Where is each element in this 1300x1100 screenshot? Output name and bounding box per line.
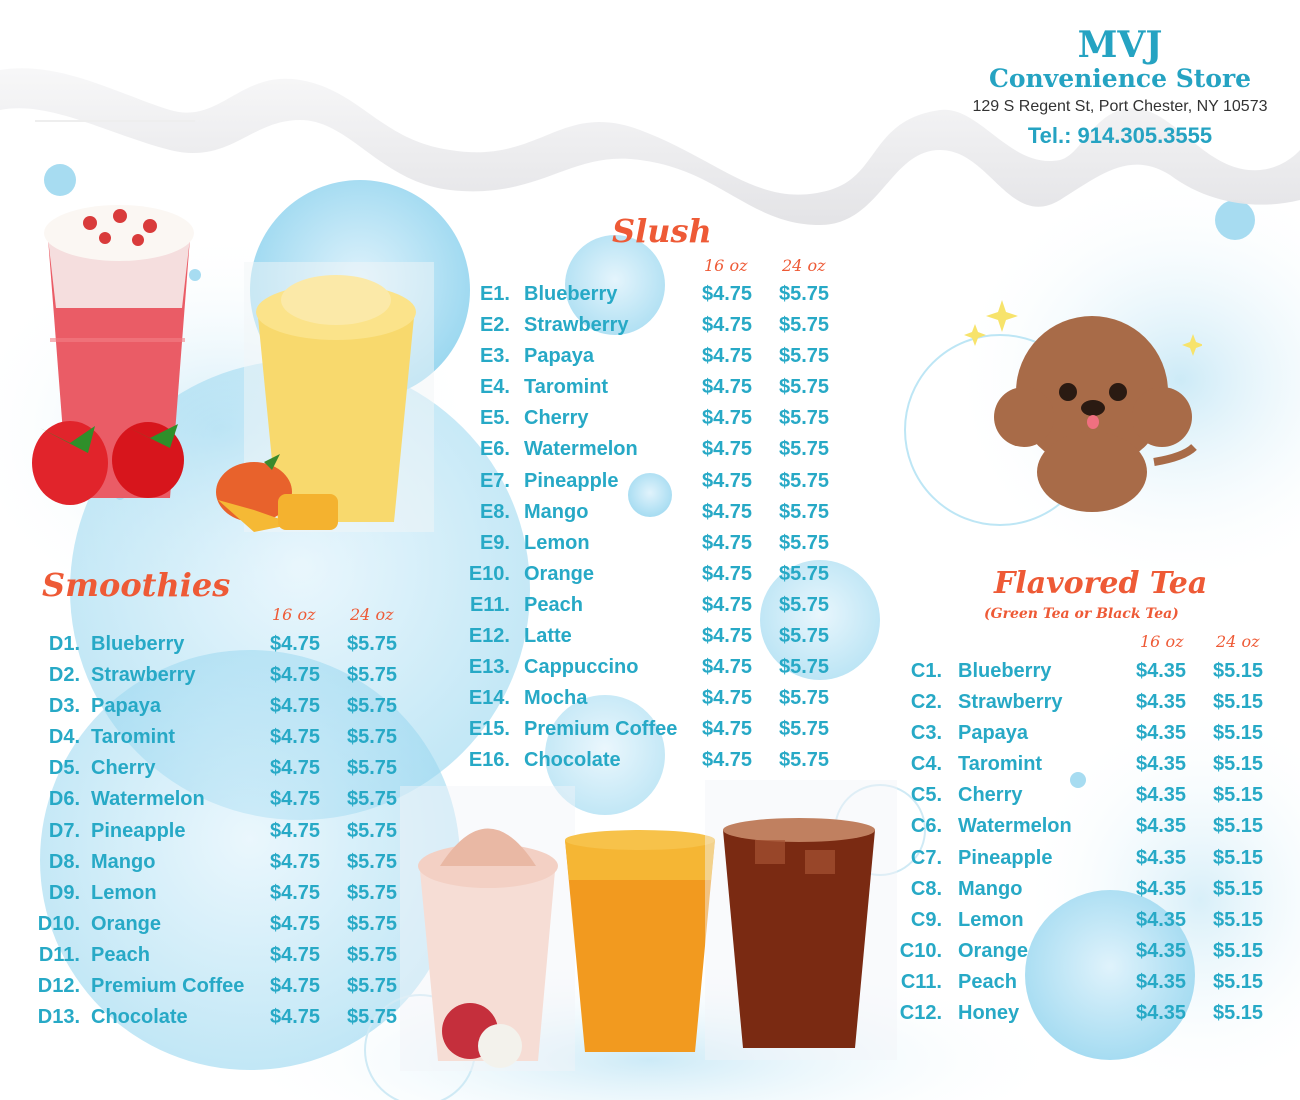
- item-price-16oz: $4.75: [270, 850, 321, 873]
- smoothies-size-24: 24 oz: [350, 605, 394, 624]
- item-code: C1.: [910, 660, 942, 682]
- item-price-16oz: $4.75: [270, 664, 321, 687]
- item-price-16oz: $4.35: [1136, 660, 1187, 682]
- item-code: D4.: [48, 726, 80, 749]
- item-price-16oz: $4.75: [702, 718, 753, 741]
- item-name: Cherry: [524, 407, 589, 430]
- item-name: Strawberry: [958, 691, 1063, 714]
- item-price-16oz: $4.75: [702, 593, 753, 616]
- menu-item[interactable]: [874, 811, 1274, 842]
- item-code: E13.: [468, 656, 510, 679]
- item-code: E8.: [479, 500, 510, 523]
- item-price-24oz: $5.75: [779, 749, 830, 772]
- item-code: D6.: [48, 788, 80, 811]
- store-brand: MVJ: [1077, 24, 1163, 66]
- menu-item[interactable]: [10, 784, 410, 815]
- item-price-16oz: $4.75: [702, 531, 753, 554]
- item-price-24oz: $5.75: [779, 438, 830, 461]
- item-code: C5.: [910, 784, 942, 807]
- item-code: E6.: [479, 438, 510, 461]
- item-price-16oz: $4.75: [702, 314, 753, 337]
- item-name: Honey: [958, 1002, 1020, 1025]
- item-name: Pineapple: [524, 469, 619, 492]
- item-code: D5.: [48, 757, 80, 780]
- menu-item[interactable]: [440, 341, 840, 372]
- item-price-24oz: $5.75: [779, 562, 830, 585]
- item-price-16oz: $4.75: [702, 562, 753, 585]
- item-price-16oz: $4.75: [270, 757, 321, 780]
- item-name: Lemon: [958, 908, 1024, 931]
- item-name: Orange: [524, 562, 595, 585]
- item-name: Watermelon: [91, 788, 205, 811]
- item-code: D7.: [48, 819, 80, 842]
- item-name: Orange: [958, 939, 1029, 962]
- item-price-24oz: $5.15: [1213, 815, 1264, 838]
- item-code: C8.: [910, 877, 942, 900]
- store-phone[interactable]: Tel.: 914.305.3555: [1027, 123, 1213, 148]
- item-name: Peach: [524, 593, 583, 616]
- poodle-mascot-icon: [962, 292, 1202, 518]
- item-price-16oz: $4.35: [1136, 877, 1187, 900]
- item-price-24oz: $5.75: [347, 788, 398, 811]
- item-name: Peach: [91, 943, 150, 966]
- item-name: Orange: [91, 912, 162, 935]
- item-price-24oz: $5.15: [1213, 877, 1264, 900]
- item-price-24oz: $5.75: [347, 912, 398, 935]
- menu-item[interactable]: [874, 749, 1274, 780]
- item-name: Papaya: [91, 695, 162, 718]
- menu-item[interactable]: [440, 745, 840, 776]
- item-price-24oz: $5.75: [347, 850, 398, 873]
- menu-item[interactable]: [440, 621, 840, 652]
- menu-item[interactable]: [10, 816, 410, 847]
- smoothies-size-16: 16 oz: [272, 605, 316, 624]
- item-price-24oz: $5.15: [1213, 691, 1264, 714]
- menu-item[interactable]: [874, 843, 1274, 874]
- menu-item[interactable]: [440, 372, 840, 403]
- item-name: Chocolate: [524, 749, 621, 772]
- item-price-24oz: $5.75: [347, 881, 398, 904]
- item-code: D1.: [48, 633, 80, 655]
- menu-item[interactable]: [874, 967, 1274, 998]
- item-price-16oz: $4.75: [270, 975, 321, 998]
- item-name: Lemon: [91, 881, 157, 904]
- menu-item[interactable]: [874, 905, 1274, 936]
- item-price-24oz: $5.75: [779, 718, 830, 741]
- item-price-24oz: $5.75: [347, 1006, 398, 1029]
- item-price-24oz: $5.75: [347, 819, 398, 842]
- item-code: C10.: [899, 939, 942, 962]
- item-price-24oz: $5.75: [779, 469, 830, 492]
- menu-item[interactable]: [10, 691, 410, 722]
- item-code: E2.: [479, 314, 510, 337]
- item-name: Blueberry: [91, 633, 185, 655]
- item-code: D11.: [38, 943, 80, 966]
- item-price-24oz: $5.15: [1213, 722, 1264, 745]
- item-price-24oz: $5.15: [1213, 1002, 1264, 1025]
- store-address: 129 S Regent St, Port Chester, NY 10573: [972, 98, 1268, 115]
- item-price-24oz: $5.75: [347, 726, 398, 749]
- item-price-16oz: $4.75: [702, 469, 753, 492]
- item-code: C9.: [910, 908, 942, 931]
- item-price-16oz: $4.35: [1136, 970, 1187, 993]
- item-price-24oz: $5.75: [779, 656, 830, 679]
- item-code: E11.: [469, 593, 510, 616]
- item-price-24oz: $5.75: [779, 500, 830, 523]
- menu-item[interactable]: [440, 714, 840, 745]
- smoothies-title: Smoothies: [42, 566, 231, 604]
- tea-size-16: 16 oz: [1140, 632, 1184, 651]
- item-code: C6.: [910, 815, 942, 838]
- item-code: C3.: [910, 722, 942, 745]
- slush-menu: [440, 279, 840, 777]
- menu-item[interactable]: [874, 718, 1274, 749]
- item-name: Premium Coffee: [91, 975, 245, 998]
- item-name: Strawberry: [524, 314, 629, 337]
- menu-item[interactable]: [10, 660, 410, 691]
- menu-item[interactable]: [874, 656, 1274, 687]
- item-name: Chocolate: [91, 1006, 188, 1029]
- item-price-16oz: $4.35: [1136, 846, 1187, 869]
- item-name: Mango: [91, 850, 156, 873]
- item-price-24oz: $5.75: [779, 593, 830, 616]
- item-code: E5.: [479, 407, 510, 430]
- item-name: Taromint: [958, 753, 1043, 776]
- tea-size-24: 24 oz: [1216, 632, 1260, 651]
- menu-item[interactable]: [440, 279, 840, 310]
- item-price-24oz: $5.15: [1213, 939, 1264, 962]
- item-name: Peach: [958, 970, 1017, 993]
- item-price-16oz: $4.75: [702, 625, 753, 648]
- item-price-24oz: $5.75: [347, 975, 398, 998]
- item-name: Papaya: [524, 345, 595, 368]
- strawberry-smoothie-icon: [30, 198, 220, 516]
- menu-item[interactable]: [10, 940, 410, 971]
- slush-size-16: 16 oz: [704, 256, 748, 275]
- item-name: Blueberry: [958, 660, 1052, 682]
- menu-item[interactable]: [10, 1002, 410, 1033]
- menu-item[interactable]: [440, 497, 840, 528]
- item-code: E12.: [468, 625, 510, 648]
- menu-item[interactable]: [874, 998, 1274, 1029]
- item-name: Mocha: [524, 687, 588, 710]
- menu-item[interactable]: [10, 878, 410, 909]
- menu-item[interactable]: [440, 434, 840, 465]
- item-price-16oz: $4.75: [270, 912, 321, 935]
- item-price-24oz: $5.75: [347, 943, 398, 966]
- item-price-16oz: $4.75: [270, 819, 321, 842]
- store-header: [970, 26, 1270, 152]
- item-price-24oz: $5.75: [347, 695, 398, 718]
- item-price-24oz: $5.15: [1213, 970, 1264, 993]
- menu-item[interactable]: [440, 559, 840, 590]
- item-price-16oz: $4.75: [270, 788, 321, 811]
- item-name: Premium Coffee: [524, 718, 678, 741]
- item-price-16oz: $4.35: [1136, 939, 1187, 962]
- item-price-16oz: $4.75: [702, 687, 753, 710]
- menu-item[interactable]: [10, 722, 410, 753]
- item-price-24oz: $5.75: [779, 314, 830, 337]
- item-name: Pineapple: [958, 846, 1053, 869]
- item-price-16oz: $4.75: [702, 283, 753, 305]
- menu-item[interactable]: [10, 971, 410, 1002]
- iced-black-tea-icon: [705, 780, 897, 1060]
- item-price-16oz: $4.75: [702, 749, 753, 772]
- item-name: Mango: [524, 500, 589, 523]
- menu-item[interactable]: [440, 528, 840, 559]
- item-price-16oz: $4.75: [702, 500, 753, 523]
- menu-item[interactable]: [10, 847, 410, 878]
- menu-item[interactable]: [874, 780, 1274, 811]
- menu-item[interactable]: [440, 403, 840, 434]
- item-code: D3.: [48, 695, 80, 718]
- store-name: Convenience Store: [988, 64, 1252, 93]
- item-code: D13.: [37, 1006, 80, 1029]
- item-price-16oz: $4.35: [1136, 815, 1187, 838]
- item-price-16oz: $4.35: [1136, 722, 1187, 745]
- item-price-16oz: $4.75: [702, 345, 753, 368]
- item-price-16oz: $4.35: [1136, 753, 1187, 776]
- item-price-16oz: $4.35: [1136, 784, 1187, 807]
- item-code: E3.: [479, 345, 510, 368]
- item-code: E9.: [479, 531, 510, 554]
- item-code: D8.: [48, 850, 80, 873]
- item-name: Watermelon: [524, 438, 638, 461]
- item-name: Taromint: [524, 376, 609, 399]
- item-price-24oz: $5.75: [779, 687, 830, 710]
- menu-item[interactable]: [874, 687, 1274, 718]
- item-price-24oz: $5.15: [1213, 846, 1264, 869]
- item-code: D10.: [37, 912, 80, 935]
- item-name: Taromint: [91, 726, 176, 749]
- item-price-24oz: $5.15: [1213, 753, 1264, 776]
- item-price-16oz: $4.35: [1136, 1002, 1187, 1025]
- slush-size-24: 24 oz: [782, 256, 826, 275]
- item-price-24oz: $5.75: [347, 757, 398, 780]
- item-name: Blueberry: [524, 283, 618, 305]
- item-code: E16.: [468, 749, 510, 772]
- lychee-slush-icon: [400, 786, 575, 1071]
- item-price-24oz: $5.75: [347, 633, 398, 655]
- flavored-tea-subtitle: (Green Tea or Black Tea): [984, 606, 1179, 622]
- item-code: C7.: [910, 846, 942, 869]
- item-name: Cherry: [958, 784, 1023, 807]
- menu-item[interactable]: [440, 310, 840, 341]
- slush-title: Slush: [612, 212, 712, 250]
- item-name: Mango: [958, 877, 1023, 900]
- flavored-tea-menu: [874, 656, 1274, 1029]
- item-price-16oz: $4.75: [702, 376, 753, 399]
- item-code: E7.: [479, 469, 510, 492]
- item-name: Watermelon: [958, 815, 1072, 838]
- menu-item[interactable]: [10, 629, 410, 660]
- item-price-16oz: $4.75: [702, 656, 753, 679]
- item-price-16oz: $4.75: [270, 881, 321, 904]
- item-price-24oz: $5.75: [779, 283, 830, 305]
- item-price-24oz: $5.15: [1213, 784, 1264, 807]
- smoothies-menu: [10, 629, 410, 1033]
- item-code: C4.: [910, 753, 942, 776]
- item-name: Cappuccino: [524, 656, 639, 679]
- item-price-24oz: $5.75: [779, 345, 830, 368]
- item-price-24oz: $5.15: [1213, 660, 1264, 682]
- item-price-16oz: $4.75: [270, 943, 321, 966]
- item-name: Pineapple: [91, 819, 186, 842]
- item-price-16oz: $4.75: [270, 695, 321, 718]
- item-price-24oz: $5.75: [779, 376, 830, 399]
- menu-item[interactable]: [440, 466, 840, 497]
- item-price-16oz: $4.75: [270, 726, 321, 749]
- item-name: Cherry: [91, 757, 156, 780]
- item-price-24oz: $5.75: [779, 407, 830, 430]
- orange-tea-icon: [557, 820, 723, 1056]
- menu-item[interactable]: [440, 652, 840, 683]
- item-price-24oz: $5.15: [1213, 908, 1264, 931]
- item-code: D12.: [37, 975, 80, 998]
- item-price-16oz: $4.75: [270, 1006, 321, 1029]
- menu-item[interactable]: [10, 909, 410, 940]
- item-name: Papaya: [958, 722, 1029, 745]
- item-name: Latte: [524, 625, 572, 648]
- item-price-24oz: $5.75: [779, 531, 830, 554]
- item-price-16oz: $4.75: [702, 407, 753, 430]
- menu-item[interactable]: [440, 683, 840, 714]
- flavored-tea-title: Flavored Tea: [994, 566, 1208, 601]
- item-code: E1.: [479, 283, 510, 305]
- item-code: E15.: [468, 718, 510, 741]
- menu-item[interactable]: [874, 936, 1274, 967]
- mango-smoothie-icon: [214, 262, 436, 542]
- item-code: C12.: [899, 1002, 942, 1025]
- item-price-16oz: $4.35: [1136, 691, 1187, 714]
- menu-item[interactable]: [874, 874, 1274, 905]
- item-price-16oz: $4.75: [702, 438, 753, 461]
- item-price-16oz: $4.35: [1136, 908, 1187, 931]
- item-code: D9.: [48, 881, 80, 904]
- item-name: Strawberry: [91, 664, 196, 687]
- item-code: E14.: [468, 687, 510, 710]
- item-code: E4.: [479, 376, 510, 399]
- item-price-24oz: $5.75: [347, 664, 398, 687]
- item-name: Lemon: [524, 531, 590, 554]
- item-code: C2.: [910, 691, 942, 714]
- item-code: C11.: [900, 970, 942, 993]
- item-code: E10.: [468, 562, 510, 585]
- menu-item[interactable]: [10, 753, 410, 784]
- menu-item[interactable]: [440, 590, 840, 621]
- item-price-16oz: $4.75: [270, 633, 321, 655]
- item-code: D2.: [48, 664, 80, 687]
- item-price-24oz: $5.75: [779, 625, 830, 648]
